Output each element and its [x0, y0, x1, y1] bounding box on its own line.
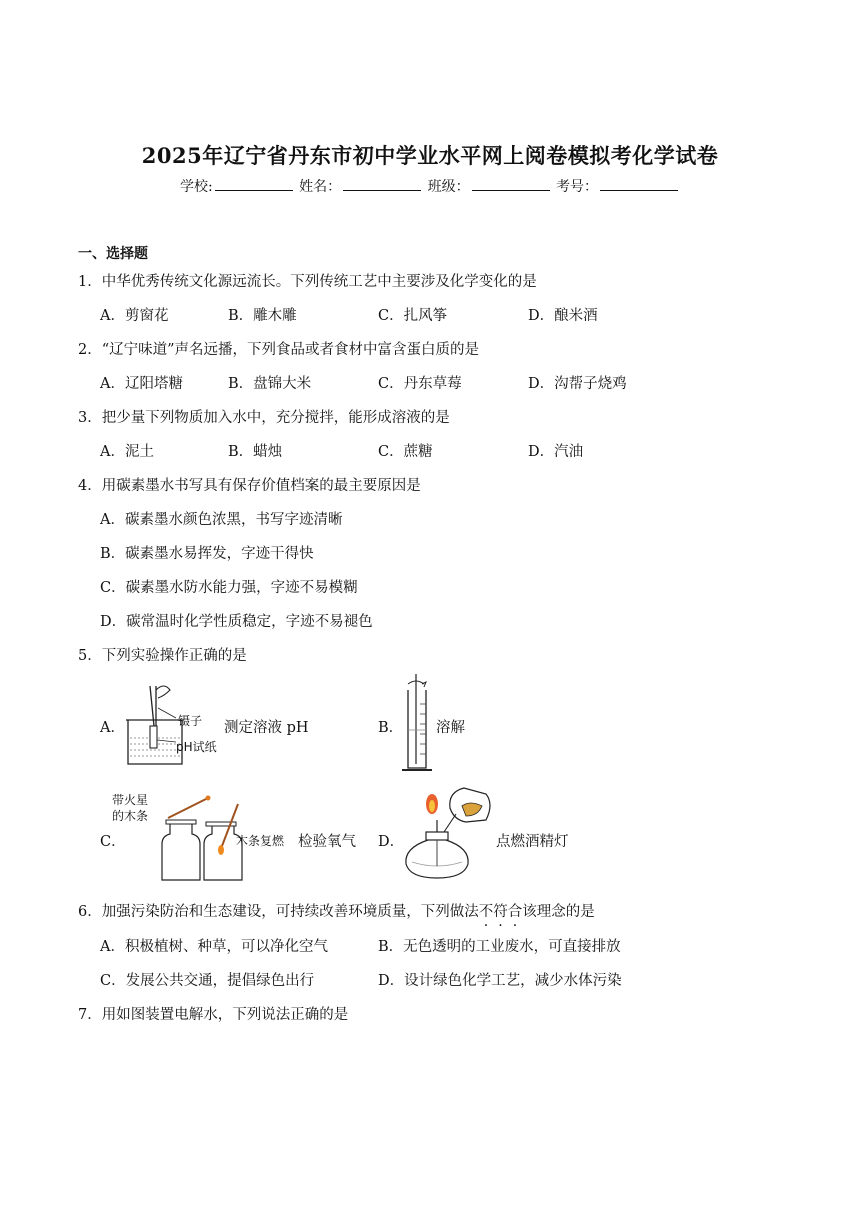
class-label: 班级： [427, 179, 470, 195]
splint-label-2: 的木条 [112, 809, 149, 823]
q6-option-d[interactable]: D．设计绿色化学工艺，减少水体污染 [378, 973, 622, 989]
q5-option-d-letter[interactable]: D． [378, 834, 405, 850]
q6-emphasis-1: 不 [478, 904, 494, 920]
q4-option-c[interactable]: C．碳素墨水防水能力强，字迹不易模糊 [100, 580, 358, 596]
ph-test-figure [120, 678, 230, 770]
tweezers-label: 镊子 [178, 714, 203, 728]
q4-option-d[interactable]: D．碳常温时化学性质稳定，字迹不易褪色 [100, 614, 373, 630]
q2-option-a[interactable]: A．辽阳塔糖 [100, 376, 183, 392]
q1-option-c[interactable]: C．扎风筝 [378, 308, 448, 324]
q5-option-a-text: 测定溶液 pH [224, 720, 309, 736]
rekindle-label: 木条复燃 [236, 834, 285, 848]
q5-option-a-letter[interactable]: A． [100, 720, 125, 736]
question-3-stem: 3．把少量下列物质加入水中，充分搅拌，能形成溶液的是 [78, 410, 450, 426]
q3-option-c[interactable]: C．蔗糖 [378, 444, 433, 460]
number-label: 考号： [556, 179, 599, 195]
q6-emphasis-2: 符 [493, 904, 508, 920]
q6-option-b[interactable]: B．无色透明的工业废水，可直接排放 [378, 939, 621, 955]
graduated-cylinder-figure [398, 670, 438, 778]
q3-option-d[interactable]: D．汽油 [528, 444, 584, 460]
question-4-stem: 4．用碳素墨水书写具有保存价值档案的最主要原因是 [78, 478, 421, 494]
q2-option-c[interactable]: C．丹东草莓 [378, 376, 462, 392]
q5-option-c-text: 检验氧气 [298, 834, 356, 850]
q6-emphasis-3: 合 [507, 904, 523, 920]
section-heading: 一、选择题 [78, 246, 148, 262]
q2-option-d[interactable]: D．沟帮子烧鸡 [528, 376, 627, 392]
name-label: 姓名： [299, 179, 342, 195]
q1-option-b[interactable]: B．雕木雕 [228, 308, 297, 324]
question-1-stem: 1．中华优秀传统文化源远流长。下列传统工艺中主要涉及化学变化的是 [78, 274, 537, 290]
q4-option-b[interactable]: B．碳素墨水易挥发，字迹干得快 [100, 546, 314, 562]
q6-option-a[interactable]: A．积极植树、种草，可以净化空气 [100, 939, 328, 955]
alcohol-lamp-figure [400, 778, 500, 886]
q5-option-b-letter[interactable]: B． [378, 720, 404, 736]
question-5-stem: 5．下列实验操作正确的是 [78, 648, 247, 664]
q3-option-a[interactable]: A．泥土 [100, 444, 154, 460]
school-blank[interactable] [215, 176, 293, 191]
q3-option-b[interactable]: B．蜡烛 [228, 444, 283, 460]
student-info-line [0, 176, 860, 196]
question-7-stem: 7．用如图装置电解水，下列说法正确的是 [78, 1007, 349, 1023]
q1-option-d[interactable]: D．酿米酒 [528, 308, 598, 324]
q2-option-b[interactable]: B．盘锦大米 [228, 376, 312, 392]
q5-option-d-text: 点燃酒精灯 [496, 834, 569, 850]
splint-label-1: 带火星 [112, 793, 149, 807]
q6-option-c[interactable]: C．发展公共交通，提倡绿色出行 [100, 973, 315, 989]
q1-option-a[interactable]: A．剪窗花 [100, 308, 169, 324]
question-2-stem: 2．“辽宁味道”声名远播，下列食品或者食材中富含蛋白质的是 [78, 342, 480, 358]
name-blank[interactable] [343, 176, 421, 191]
page-title: 2025年辽宁省丹东市初中学业水平网上阅卷模拟考化学试卷 [141, 143, 719, 168]
class-blank[interactable] [472, 176, 550, 191]
q6-stem-post: 该理念的是 [522, 904, 595, 920]
number-blank[interactable] [600, 176, 678, 191]
q4-option-a[interactable]: A．碳素墨水颜色浓黑，书写字迹清晰 [100, 512, 343, 528]
q5-option-b-text: 溶解 [436, 720, 465, 736]
q5-option-c-letter[interactable]: C． [100, 834, 126, 850]
q6-stem-pre: 6．加强污染防治和生态建设，可持续改善环境质量，下列做法 [78, 904, 479, 920]
question-6-stem [78, 900, 595, 921]
school-label: 学校: [179, 179, 213, 195]
ph-paper-label: pH试纸 [176, 740, 217, 754]
